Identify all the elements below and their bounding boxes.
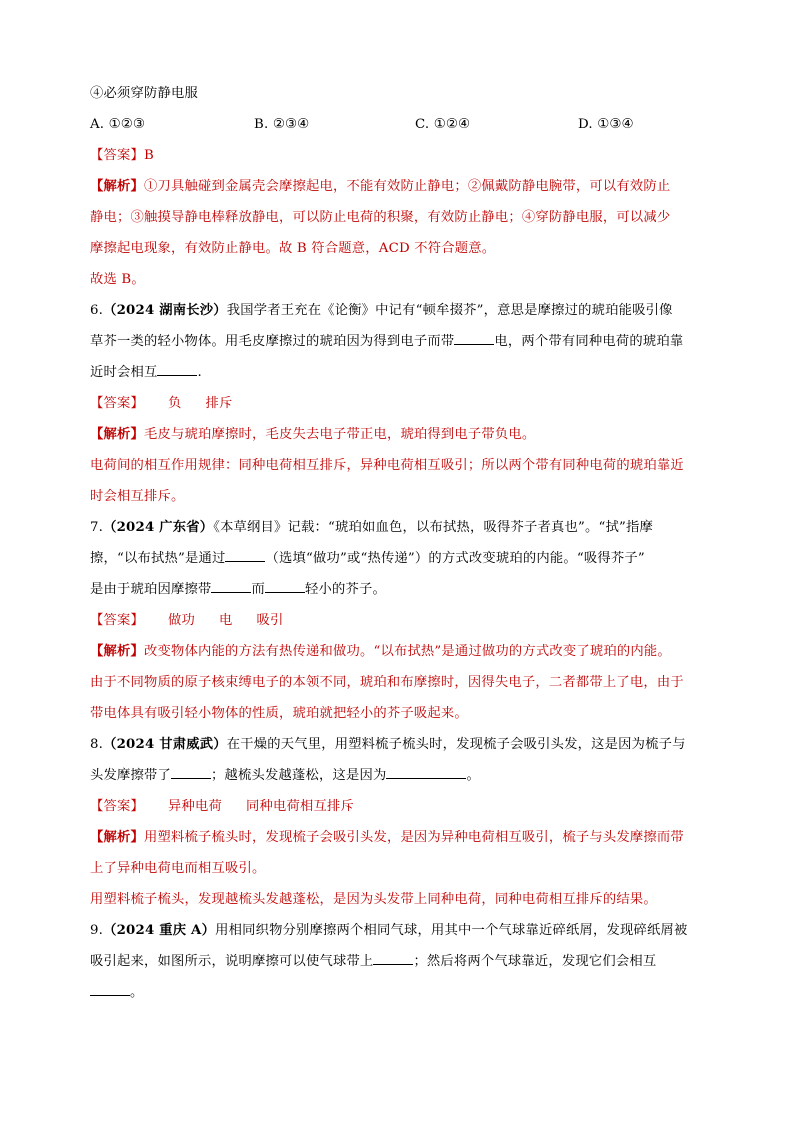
answer-blank[interactable]	[225, 547, 265, 562]
answer-blank[interactable]	[90, 981, 130, 996]
answer-blank[interactable]	[386, 764, 466, 779]
answer-tag: 【答案】	[90, 148, 144, 163]
q7-analysis-line-1	[90, 636, 702, 667]
q7-answer	[90, 605, 702, 636]
answer-tag: 【答案】	[90, 799, 144, 814]
answer-value: 吸引	[256, 613, 284, 628]
q7-line-2	[90, 543, 702, 574]
question-text: ；越梳头发越蓬松，这是因为	[210, 768, 387, 783]
analysis-text: 改变物体内能的方法有热传递和做功。“以布拭热”是通过做功的方式改变了琥珀的内能。	[144, 644, 671, 659]
q5-analysis-line-2: 静电；③触摸导静电棒释放静电，可以防止电荷的积聚，有效防止静电；④穿防静电服，可以减少	[90, 210, 671, 225]
question-number: 7.	[90, 520, 104, 535]
question-number: 9.	[90, 923, 104, 938]
question-text: 在干燥的天气里，用塑料梳子梳头时，发现梳子会吸引头发，这是因为梳子与	[226, 737, 686, 752]
question-text: 吸引起来，如图所示，说明摩擦可以使气球带上	[90, 954, 374, 969]
answer-value: B	[144, 148, 154, 163]
answer-tag: 【答案】	[90, 613, 144, 628]
analysis-tag: 【解析】	[90, 427, 144, 442]
q8-analysis-line-1	[90, 822, 702, 853]
q8-answer	[90, 791, 702, 822]
option-d: D. ①③④	[578, 117, 634, 132]
q8-analysis-line-2: 上了异种电荷电而相互吸引。	[90, 861, 266, 876]
question-text: 用相同织物分别摩擦两个相同气球，用其中一个气球靠近碎纸屑，发现碎纸屑被	[215, 923, 688, 938]
q6-analysis-line-2: 电荷间的相互作用规律：同种电荷相互排斥，异种电荷相互吸引；所以两个带有同种电荷的琥珀靠近	[90, 458, 684, 473]
q9-line-1	[90, 915, 702, 946]
q6-line-1	[90, 295, 702, 326]
q5-options	[90, 109, 702, 140]
q5-analysis-line-1	[90, 171, 702, 202]
option-c: C. ①②④	[415, 117, 471, 132]
q6-analysis-line-3: 时会相互排斥。	[90, 489, 185, 504]
question-text: 是由于琥珀因摩擦带	[90, 582, 212, 597]
option-b: B. ②③④	[254, 117, 310, 132]
q8-line-2	[90, 760, 702, 791]
answer-blank[interactable]	[157, 361, 197, 376]
q6-line-3	[90, 357, 702, 388]
answer-blank[interactable]	[265, 578, 305, 593]
answer-value: 同种电荷相互排斥	[246, 799, 354, 814]
question-text: 头发摩擦带了	[90, 768, 171, 783]
question-source: （2024 广东省）	[103, 520, 214, 535]
answer-value: 排斥	[205, 396, 233, 411]
q7-line-1	[90, 512, 702, 543]
answer-value: 负	[168, 396, 182, 411]
answer-value: 做功	[168, 613, 195, 628]
q9-line-2	[90, 946, 702, 977]
question-text: 。	[466, 768, 480, 783]
q8-analysis-line-3: 用塑料梳子梳头，发现越梳头发越蓬松，是因为头发带上同种电荷，同种电荷相互排斥的结果。	[90, 892, 657, 907]
question-text: 而	[251, 582, 265, 597]
analysis-text: 用塑料梳子梳头时，发现梳子会吸引头发，是因为异种电荷相互吸引，梳子与头发摩擦而带	[144, 830, 684, 845]
option-a: A. ①②③	[90, 117, 146, 132]
q5-item4: ④必须穿防静电服	[90, 86, 198, 101]
q5-conclusion: 故选 B。	[90, 272, 145, 287]
question-text: 轻小的芥子。	[304, 582, 386, 597]
question-text: 我国学者王充在《论衡》中记有“顿牟掇芥”，意思是摩擦过的琥珀能吸引像	[226, 303, 673, 318]
answer-value: 电	[219, 613, 233, 628]
question-text: 近时会相互	[90, 365, 158, 380]
question-source: （2024 重庆 A）	[103, 923, 216, 938]
answer-blank[interactable]	[454, 330, 494, 345]
question-text: 草芥一类的轻小物体。用毛皮摩擦过的琥珀因为得到电子而带	[90, 334, 455, 349]
analysis-tag: 【解析】	[90, 644, 144, 659]
answer-tag: 【答案】	[90, 396, 144, 411]
answer-value: 异种电荷	[168, 799, 222, 814]
q7-analysis-line-3: 带电体具有吸引轻小物体的性质，琥珀就把轻小的芥子吸起来。	[90, 706, 468, 721]
question-text: 。	[130, 985, 144, 1000]
q5-answer	[90, 140, 702, 171]
question-text: .	[197, 365, 202, 380]
answer-blank[interactable]	[373, 950, 413, 965]
document-content	[90, 78, 702, 1008]
question-text: ；然后将两个气球靠近，发现它们会相互	[413, 954, 657, 969]
analysis-tag: 【解析】	[90, 830, 144, 845]
question-number: 6.	[90, 303, 104, 318]
q6-line-2	[90, 326, 702, 357]
question-text: （选填“做功”或“热传递”）的方式改变琥珀的内能。“吸得芥子”	[265, 551, 645, 566]
analysis-text: ①刀具触碰到金属壳会摩擦起电，不能有效防止静电；②佩戴防静电腕带，可以有效防止	[144, 179, 671, 194]
answer-blank[interactable]	[211, 578, 251, 593]
q6-answer	[90, 388, 702, 419]
q8-line-1	[90, 729, 702, 760]
q7-analysis-line-2: 由于不同物质的原子核束缚电子的本领不同，琥珀和布摩擦时，因得失电子，二者都带上了电，由于	[90, 675, 684, 690]
question-number: 8.	[90, 737, 104, 752]
answer-blank[interactable]	[171, 764, 211, 779]
question-source: （2024 甘肃威武）	[103, 737, 227, 752]
question-text: 《本草纲目》记载：“琥珀如血色，以布拭热，吸得芥子者真也”。“拭”指摩	[213, 520, 653, 535]
q5-analysis-line-3: 摩擦起电现象，有效防止静电。故 B 符合题意，ACD 不符合题意。	[90, 241, 496, 256]
q9-line-3	[90, 977, 702, 1008]
question-text: 电，两个带有同种电荷的琥珀靠	[494, 334, 684, 349]
question-text: 擦，“以布拭热”是通过	[90, 551, 226, 566]
q6-analysis-line-1	[90, 419, 702, 450]
analysis-tag: 【解析】	[90, 179, 144, 194]
analysis-text: 毛皮与琥珀摩擦时，毛皮失去电子带正电，琥珀得到电子带负电。	[144, 427, 536, 442]
q7-line-3	[90, 574, 702, 605]
question-source: （2024 湖南长沙）	[103, 303, 227, 318]
